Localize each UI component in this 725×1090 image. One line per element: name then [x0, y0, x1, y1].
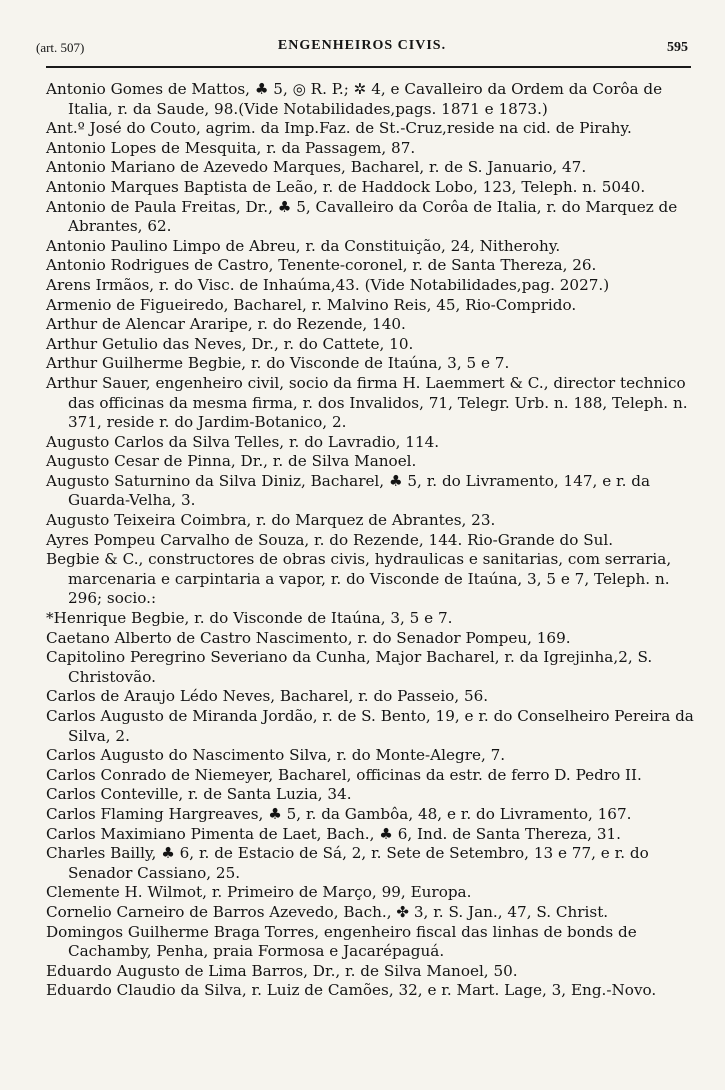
- directory-entry: Carlos Conteville, r. de Santa Luzia, 34.: [46, 785, 352, 804]
- directory-entry: Ant.º José do Couto, agrim. da Imp.Faz. de St.-Cruz,reside na cid. de Pirahy.: [46, 119, 632, 138]
- directory-entry: Antonio Lopes de Mesquita, r. da Passagem, 87.: [46, 138, 416, 157]
- section-title: ENGENHEIROS CIVIS.: [277, 38, 447, 53]
- directory-entry: Carlos Conrado de Niemeyer, Bacharel, officinas da estr. de ferro D. Pedro II.: [46, 765, 642, 784]
- directory-entry: Carlos Augusto de Miranda Jordão, r. de S. Bento, 19, e r. do Conselheiro Pereira da Silva, 2.: [46, 707, 694, 745]
- directory-entry: Arthur Sauer, engenheiro civil, socio da firma H. Laemmert & C., director technico das officinas da mesma firma, r. dos Invalidos, 71, Telegr. Urb. n. 188, Teleph. n. 371, reside r. do Jardim-Botanico, 2.: [46, 373, 688, 432]
- directory-entry: Ayres Pompeu Carvalho de Souza, r. do Rezende, 144. Rio-Grande do Sul.: [46, 530, 614, 549]
- directory-entry: Charles Bailly, ♣ 6, r. de Estacio de Sá, 2, r. Sete de Setembro, 13 e 77, e r. do Senador Cassiano, 25.: [46, 844, 649, 882]
- directory-entry: Armenio de Figueiredo, Bacharel, r. Malvino Reis, 45, Rio-Comprido.: [46, 295, 577, 314]
- directory-entry: Eduardo Claudio da Silva, r. Luiz de Camões, 32, e r. Mart. Lage, 3, Eng.-Novo.: [46, 981, 657, 1000]
- directory-entry: Augusto Teixeira Coimbra, r. do Marquez de Abrantes, 23.: [46, 511, 496, 530]
- directory-entry: Caetano Alberto de Castro Nascimento, r. do Senador Pompeu, 169.: [46, 628, 571, 647]
- directory-entry: Arthur Getulio das Neves, Dr., r. do Cattete, 10.: [46, 334, 414, 353]
- directory-entry: *Henrique Begbie, r. do Visconde de Itaúna, 3, 5 e 7.: [46, 609, 453, 628]
- header-rule: [46, 66, 691, 68]
- directory-entry: Antonio Marques Baptista de Leão, r. de Haddock Lobo, 123, Teleph. n. 5040.: [46, 177, 646, 196]
- page-number: 595: [667, 40, 688, 55]
- directory-entry: Arthur Guilherme Begbie, r. do Visconde de Itaúna, 3, 5 e 7.: [46, 354, 510, 373]
- directory-entry: Augusto Carlos da Silva Telles, r. do Lavradio, 114.: [46, 432, 440, 451]
- directory-entry: Begbie & C., constructores de obras civis, hydraulicas e sanitarias, com serraria, marcenaria e carpintaria a vapor, r. do Visconde de Itaúna, 3, 5 e 7, Teleph. n. 296; socio.:: [46, 550, 672, 608]
- directory-entry: Capitolino Peregrino Severiano da Cunha, Major Bacharel, r. da Igrejinha,2, S. Christovão.: [46, 648, 653, 686]
- directory-entry: Arthur de Alencar Araripe, r. do Rezende, 140.: [46, 315, 406, 334]
- directory-entry: Cornelio Carneiro de Barros Azevedo, Bach., ✤ 3, r. S. Jan., 47, S. Christ.: [46, 902, 609, 921]
- directory-entry: Eduardo Augusto de Lima Barros, Dr., r. de Silva Manoel, 50.: [46, 961, 518, 980]
- directory-entry: Clemente H. Wilmot, r. Primeiro de Março, 99, Europa.: [46, 883, 472, 902]
- article-reference: (art. 507): [36, 40, 85, 55]
- directory-entry: Antonio de Paula Freitas, Dr., ♣ 5, Cavalleiro da Corôa de Italia, r. do Marquez de Abrantes, 62.: [46, 197, 678, 236]
- directory-entry: Antonio Rodrigues de Castro, Tenente-coronel, r. de Santa Thereza, 26.: [46, 256, 597, 275]
- directory-entry: Carlos Augusto do Nascimento Silva, r. do Monte-Alegre, 7.: [46, 746, 506, 765]
- directory-entries: [46, 80, 701, 1001]
- directory-entry: Domingos Guilherme Braga Torres, engenheiro fiscal das linhas de bonds de Cachamby, Penha, praia Formosa e Jacarépaguá.: [46, 922, 637, 961]
- directory-entry: Antonio Gomes de Mattos, ♣ 5, ◎ R. P.; ✲ 4, e Cavalleiro da Ordem da Corôa de Italia, r. da Saude, 98.(Vide Notabilidades,pags. 1871 e 1873.): [46, 80, 663, 118]
- directory-entry: Carlos Maximiano Pimenta de Laet, Bach., ♣ 6, Ind. de Santa Thereza, 31.: [46, 824, 621, 843]
- directory-entry: Arens Irmãos, r. do Visc. de Inhaúma,43. (Vide Notabilidades,pag. 2027.): [46, 275, 610, 294]
- page-header: [36, 36, 688, 60]
- directory-entry: Augusto Saturnino da Silva Diniz, Bacharel, ♣ 5, r. do Livramento, 147, e r. da Guarda-Velha, 3.: [46, 471, 651, 510]
- directory-entry: Carlos Flaming Hargreaves, ♣ 5, r. da Gambôa, 48, e r. do Livramento, 167.: [46, 804, 632, 823]
- directory-entry: Augusto Cesar de Pinna, Dr., r. de Silva Manoel.: [46, 452, 417, 471]
- directory-entry: Antonio Mariano de Azevedo Marques, Bacharel, r. de S. Januario, 47.: [46, 158, 587, 177]
- directory-entry: Antonio Paulino Limpo de Abreu, r. da Constituição, 24, Nitherohy.: [46, 236, 561, 255]
- directory-entry: Carlos de Araujo Lédo Neves, Bacharel, r. do Passeio, 56.: [46, 687, 489, 706]
